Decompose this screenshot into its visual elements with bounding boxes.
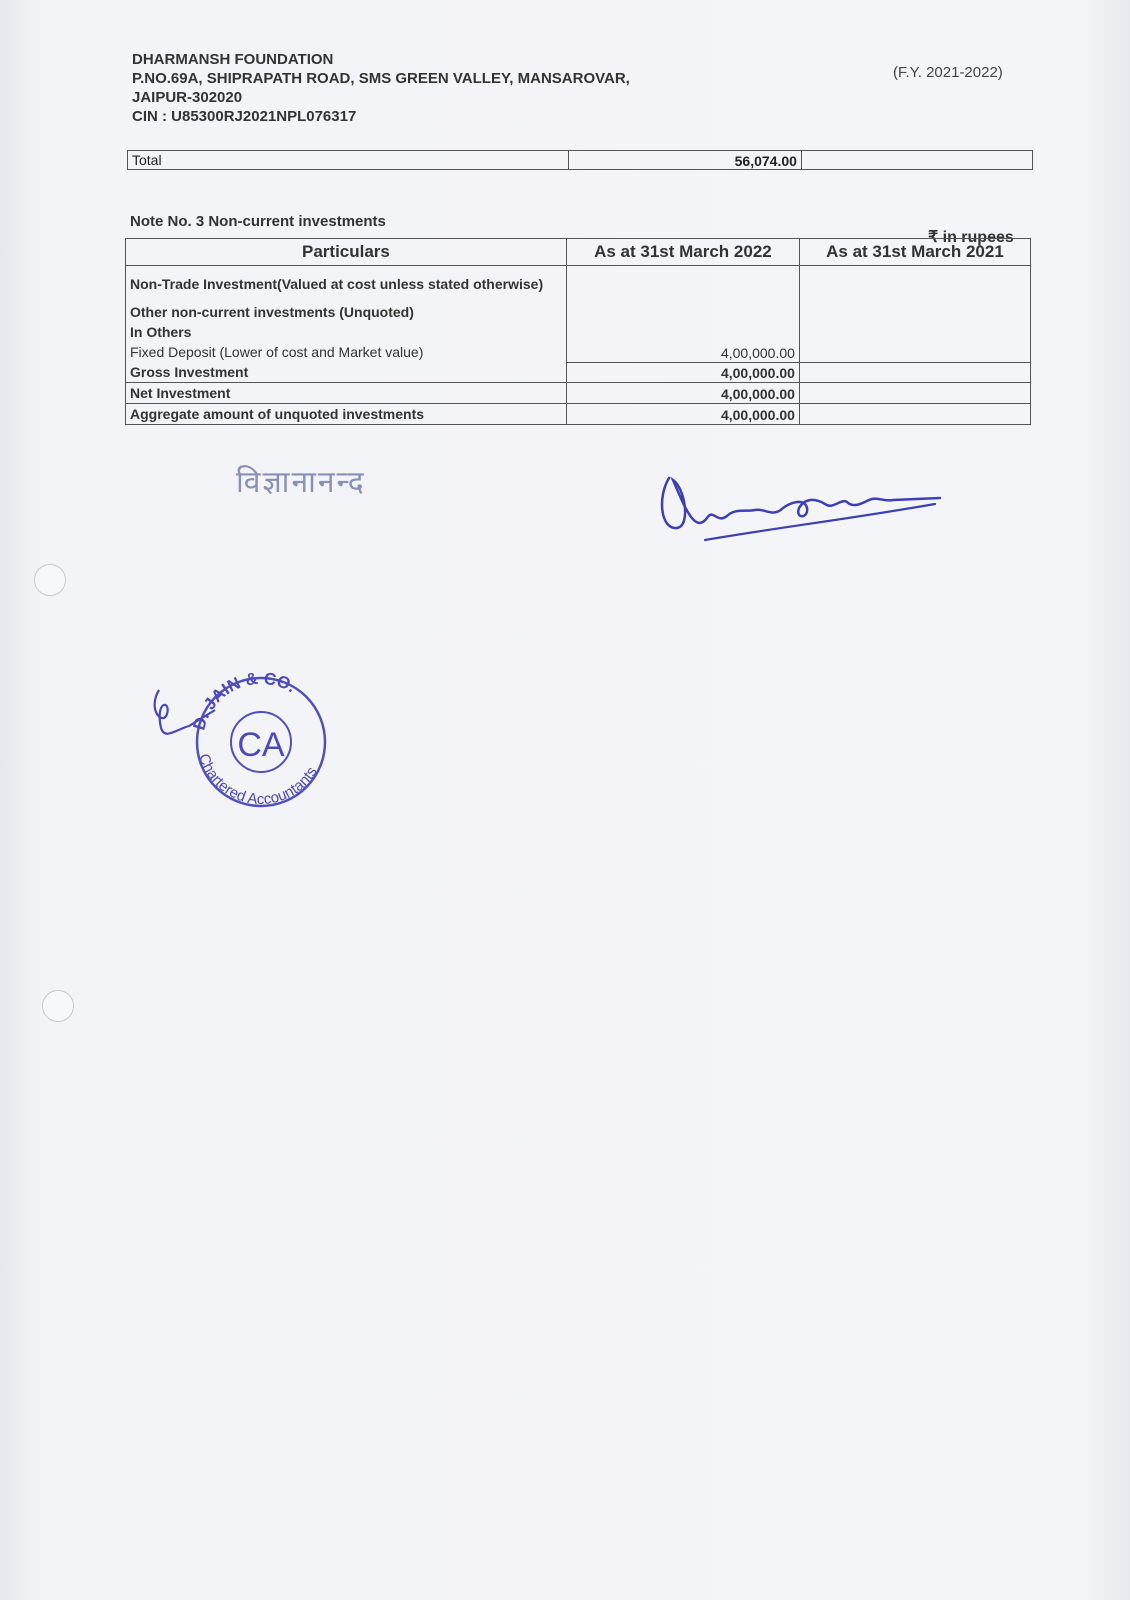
investments-table	[125, 238, 1031, 425]
ca-seal	[145, 670, 335, 825]
currency-unit: ₹ in rupees	[928, 229, 1014, 246]
value-2022-cell: 4,00,000.00	[566, 404, 799, 425]
svg-text:Chartered Accountants: Chartered Accountants	[195, 751, 321, 809]
table-row	[126, 383, 1031, 404]
total-value-2021	[801, 151, 1032, 170]
header-2022: As at 31st March 2022	[566, 239, 799, 266]
particular-cell: Net Investment	[126, 383, 567, 404]
organization-name: DHARMANSH FOUNDATION	[132, 51, 334, 68]
hindi-signature: विज्ञानानन्द	[236, 465, 366, 500]
total-table	[127, 150, 1033, 170]
particular-cell: Other non-current investments (Unquoted)	[126, 302, 567, 322]
fiscal-year: (F.Y. 2021-2022)	[893, 64, 1003, 81]
particular-cell: Aggregate amount of unquoted investments	[126, 404, 567, 425]
total-value-2022: 56,074.00	[568, 151, 801, 170]
value-2021-cell	[799, 383, 1030, 404]
value-2021-cell	[799, 404, 1030, 425]
value-2022-cell: 4,00,000.00	[566, 383, 799, 404]
total-label: Total	[128, 151, 569, 170]
value-2021-cell	[799, 342, 1030, 362]
address-line-1: P.NO.69A, SHIPRAPATH ROAD, SMS GREEN VALLEY, MANSAROVAR,	[132, 70, 630, 87]
value-2022-cell	[566, 266, 799, 303]
punch-hole	[42, 990, 74, 1022]
handwritten-signature	[655, 468, 945, 553]
table-row	[126, 302, 1031, 322]
note-title: Note No. 3 Non-current investments	[130, 213, 386, 230]
punch-hole	[34, 564, 66, 596]
particular-cell: Fixed Deposit (Lower of cost and Market value)	[126, 342, 567, 362]
table-header-row	[126, 239, 1031, 266]
particular-cell: Non-Trade Investment(Valued at cost unless stated otherwise)	[126, 266, 567, 303]
table-row	[126, 266, 1031, 303]
table-row	[126, 362, 1031, 383]
signature-scribble-icon	[655, 468, 945, 548]
value-2022-cell	[566, 302, 799, 322]
value-2021-cell	[799, 302, 1030, 322]
svg-text:CA: CA	[237, 726, 285, 764]
value-2021-cell	[799, 362, 1030, 383]
header-particulars: Particulars	[126, 239, 567, 266]
table-row	[126, 404, 1031, 425]
document-header	[132, 50, 630, 126]
table-row	[126, 322, 1031, 342]
value-2021-cell	[799, 266, 1030, 303]
header-2021: As at 31st March 2021	[799, 239, 1030, 266]
value-2021-cell	[799, 322, 1030, 342]
address-line-2: JAIPUR-302020	[132, 89, 243, 106]
cin-number: CIN : U85300RJ2021NPL076317	[132, 108, 357, 125]
table-row	[126, 342, 1031, 362]
particular-cell: Gross Investment	[126, 362, 567, 383]
value-2022-cell	[566, 322, 799, 342]
table-row	[128, 151, 1033, 170]
svg-text:D. JAIN & CO.: D. JAIN & CO.	[189, 670, 300, 733]
particular-cell: In Others	[126, 322, 567, 342]
value-2022-cell: 4,00,000.00	[566, 342, 799, 362]
value-2022-cell: 4,00,000.00	[566, 362, 799, 383]
ca-stamp-icon	[145, 670, 335, 820]
